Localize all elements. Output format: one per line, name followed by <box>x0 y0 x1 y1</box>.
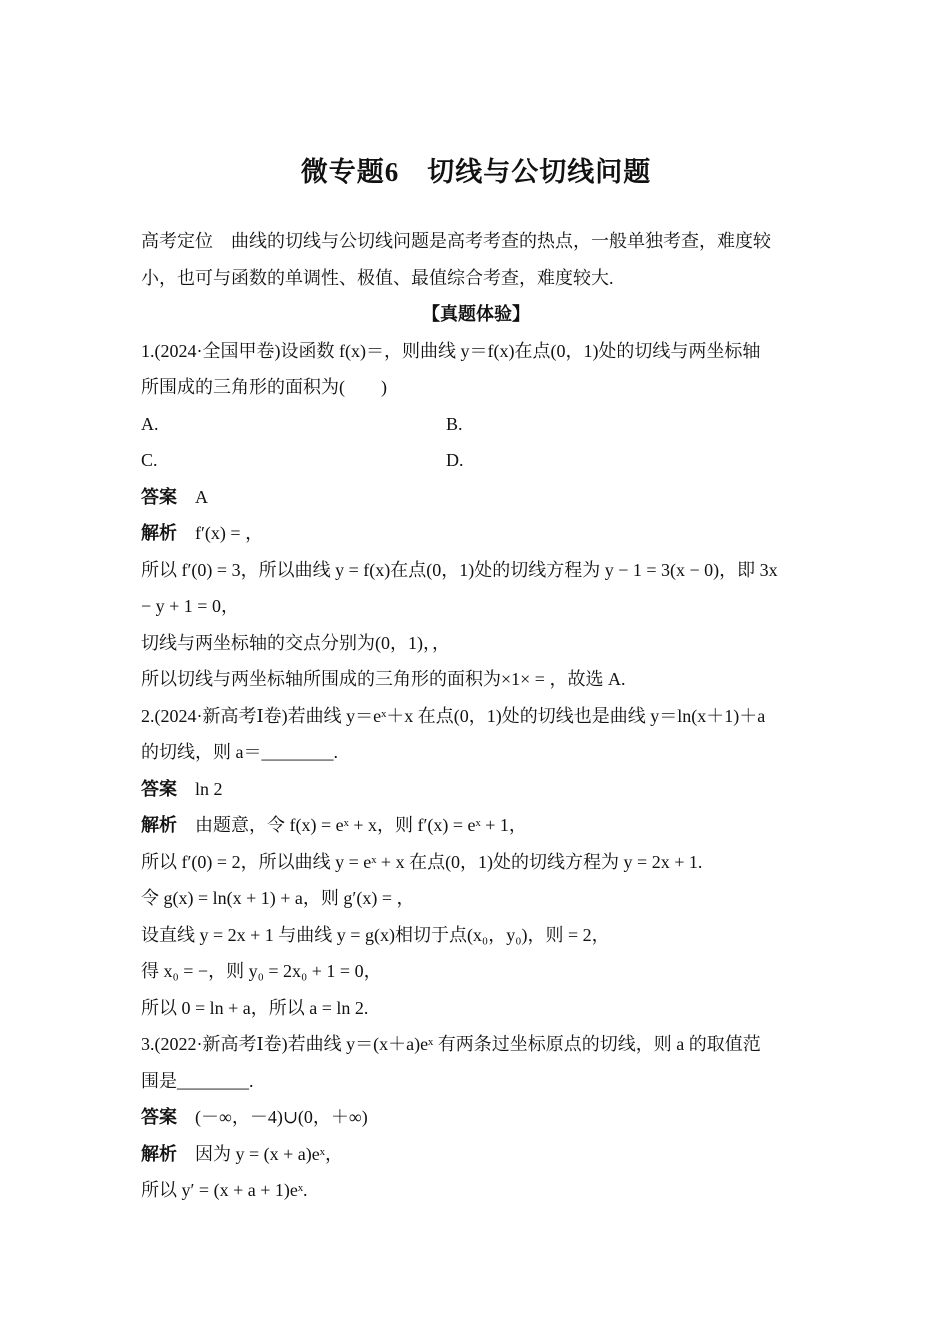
q1-answer-value: A <box>195 486 208 507</box>
page-title: 微专题6 切线与公切线问题 <box>300 157 652 187</box>
q2-analysis-text-1: 由题意，令 f(x) = eˣ + x，则 f′(x) = eˣ + 1， <box>195 815 527 835</box>
q1-choice-d: D. <box>446 450 464 470</box>
q1-choice-c: C. <box>141 450 158 470</box>
q1-analysis-text-1: f′(x) = ， <box>195 523 264 543</box>
q2-analysis-line-5: 得 x₀ = −，则 y₀ = 2x₀ + 1 = 0， <box>141 961 382 981</box>
q1-choices-row-2 <box>141 442 811 479</box>
section-heading: 【真题体验】 <box>422 304 530 324</box>
q2-analysis-line-2: 所以 f′(0) = 2，所以曲线 y = eˣ + x 在点(0，1)处的切线方程为 y = 2x + 1. <box>141 851 703 872</box>
q2-stem-line-2: 的切线，则 a＝________. <box>141 742 338 762</box>
intro-line-2: 小，也可与函数的单调性、极值、最值综合考查，难度较大. <box>141 267 614 288</box>
q1-choices-row-1 <box>141 406 811 443</box>
q3-analysis-label: 解析 <box>141 1143 177 1164</box>
q1-choice-b: B. <box>446 413 463 434</box>
q2-analysis-line-4: 设直线 y = 2x + 1 与曲线 y = g(x)相切于点(x₀，y₀)，则 = 2， <box>141 924 610 945</box>
q2-answer <box>141 771 811 808</box>
intro-line-1: 高考定位 曲线的切线与公切线问题是高考考查的热点，一般单独考查，难度较 <box>141 231 771 251</box>
q2-answer-label: 答案 <box>141 778 177 799</box>
q2-analysis-line-6: 所以 0 = ln + a，所以 a = ln 2. <box>141 997 369 1018</box>
q1-stem-line-2: 所围成的三角形的面积为( ) <box>141 377 387 397</box>
q1-analysis-line-3: − y + 1 = 0， <box>141 596 239 616</box>
q1-analysis-line-4: 切线与两坐标轴的交点分别为(0，1)，， <box>141 632 450 653</box>
q2-analysis-line-3: 令 g(x) = ln(x + 1) + a，则 g′(x) = ， <box>141 888 415 908</box>
q2-answer-value: ln 2 <box>195 778 223 799</box>
q2-stem-line-1: 2.(2024·新高考Ⅰ卷)若曲线 y＝eˣ＋x 在点(0，1)处的切线也是曲线 y＝ln(x＋1)＋a <box>141 705 766 726</box>
q1-analysis-line-2: 所以 f′(0) = 3，所以曲线 y = f(x)在点(0，1)处的切线方程为 y − 1 = 3(x − 0)，即 3x <box>141 559 778 580</box>
q1-answer-label: 答案 <box>141 486 177 507</box>
q3-stem-line-1: 3.(2022·新高考Ⅰ卷)若曲线 y＝(x＋a)eˣ 有两条过坐标原点的切线，则 a 的取值范 <box>141 1034 761 1054</box>
document-page <box>141 150 811 1209</box>
q3-answer <box>141 1099 811 1136</box>
q1-analysis-line-5: 所以切线与两坐标轴所围成的三角形的面积为×1× = ，故选 A. <box>141 669 626 689</box>
q3-answer-value: (－∞，－4)∪(0，＋∞) <box>195 1107 368 1127</box>
q1-analysis-line-1 <box>141 515 811 552</box>
q3-answer-label: 答案 <box>141 1107 177 1127</box>
q3-analysis-text-1: 因为 y = (x + a)eˣ， <box>195 1143 343 1164</box>
q3-stem-line-2: 围是________. <box>141 1070 254 1091</box>
q2-analysis-line-1 <box>141 807 811 844</box>
q3-analysis-line-2: 所以 y′ = (x + a + 1)eˣ. <box>141 1180 308 1200</box>
q2-analysis-label: 解析 <box>141 815 177 835</box>
q1-choice-a: A. <box>141 413 159 434</box>
q1-answer <box>141 479 811 516</box>
q1-stem-line-1: 1.(2024·全国甲卷)设函数 f(x)＝，则曲线 y＝f(x)在点(0，1)处的切线与两坐标轴 <box>141 340 761 361</box>
q1-analysis-label: 解析 <box>141 523 177 543</box>
q3-analysis-line-1 <box>141 1136 811 1173</box>
